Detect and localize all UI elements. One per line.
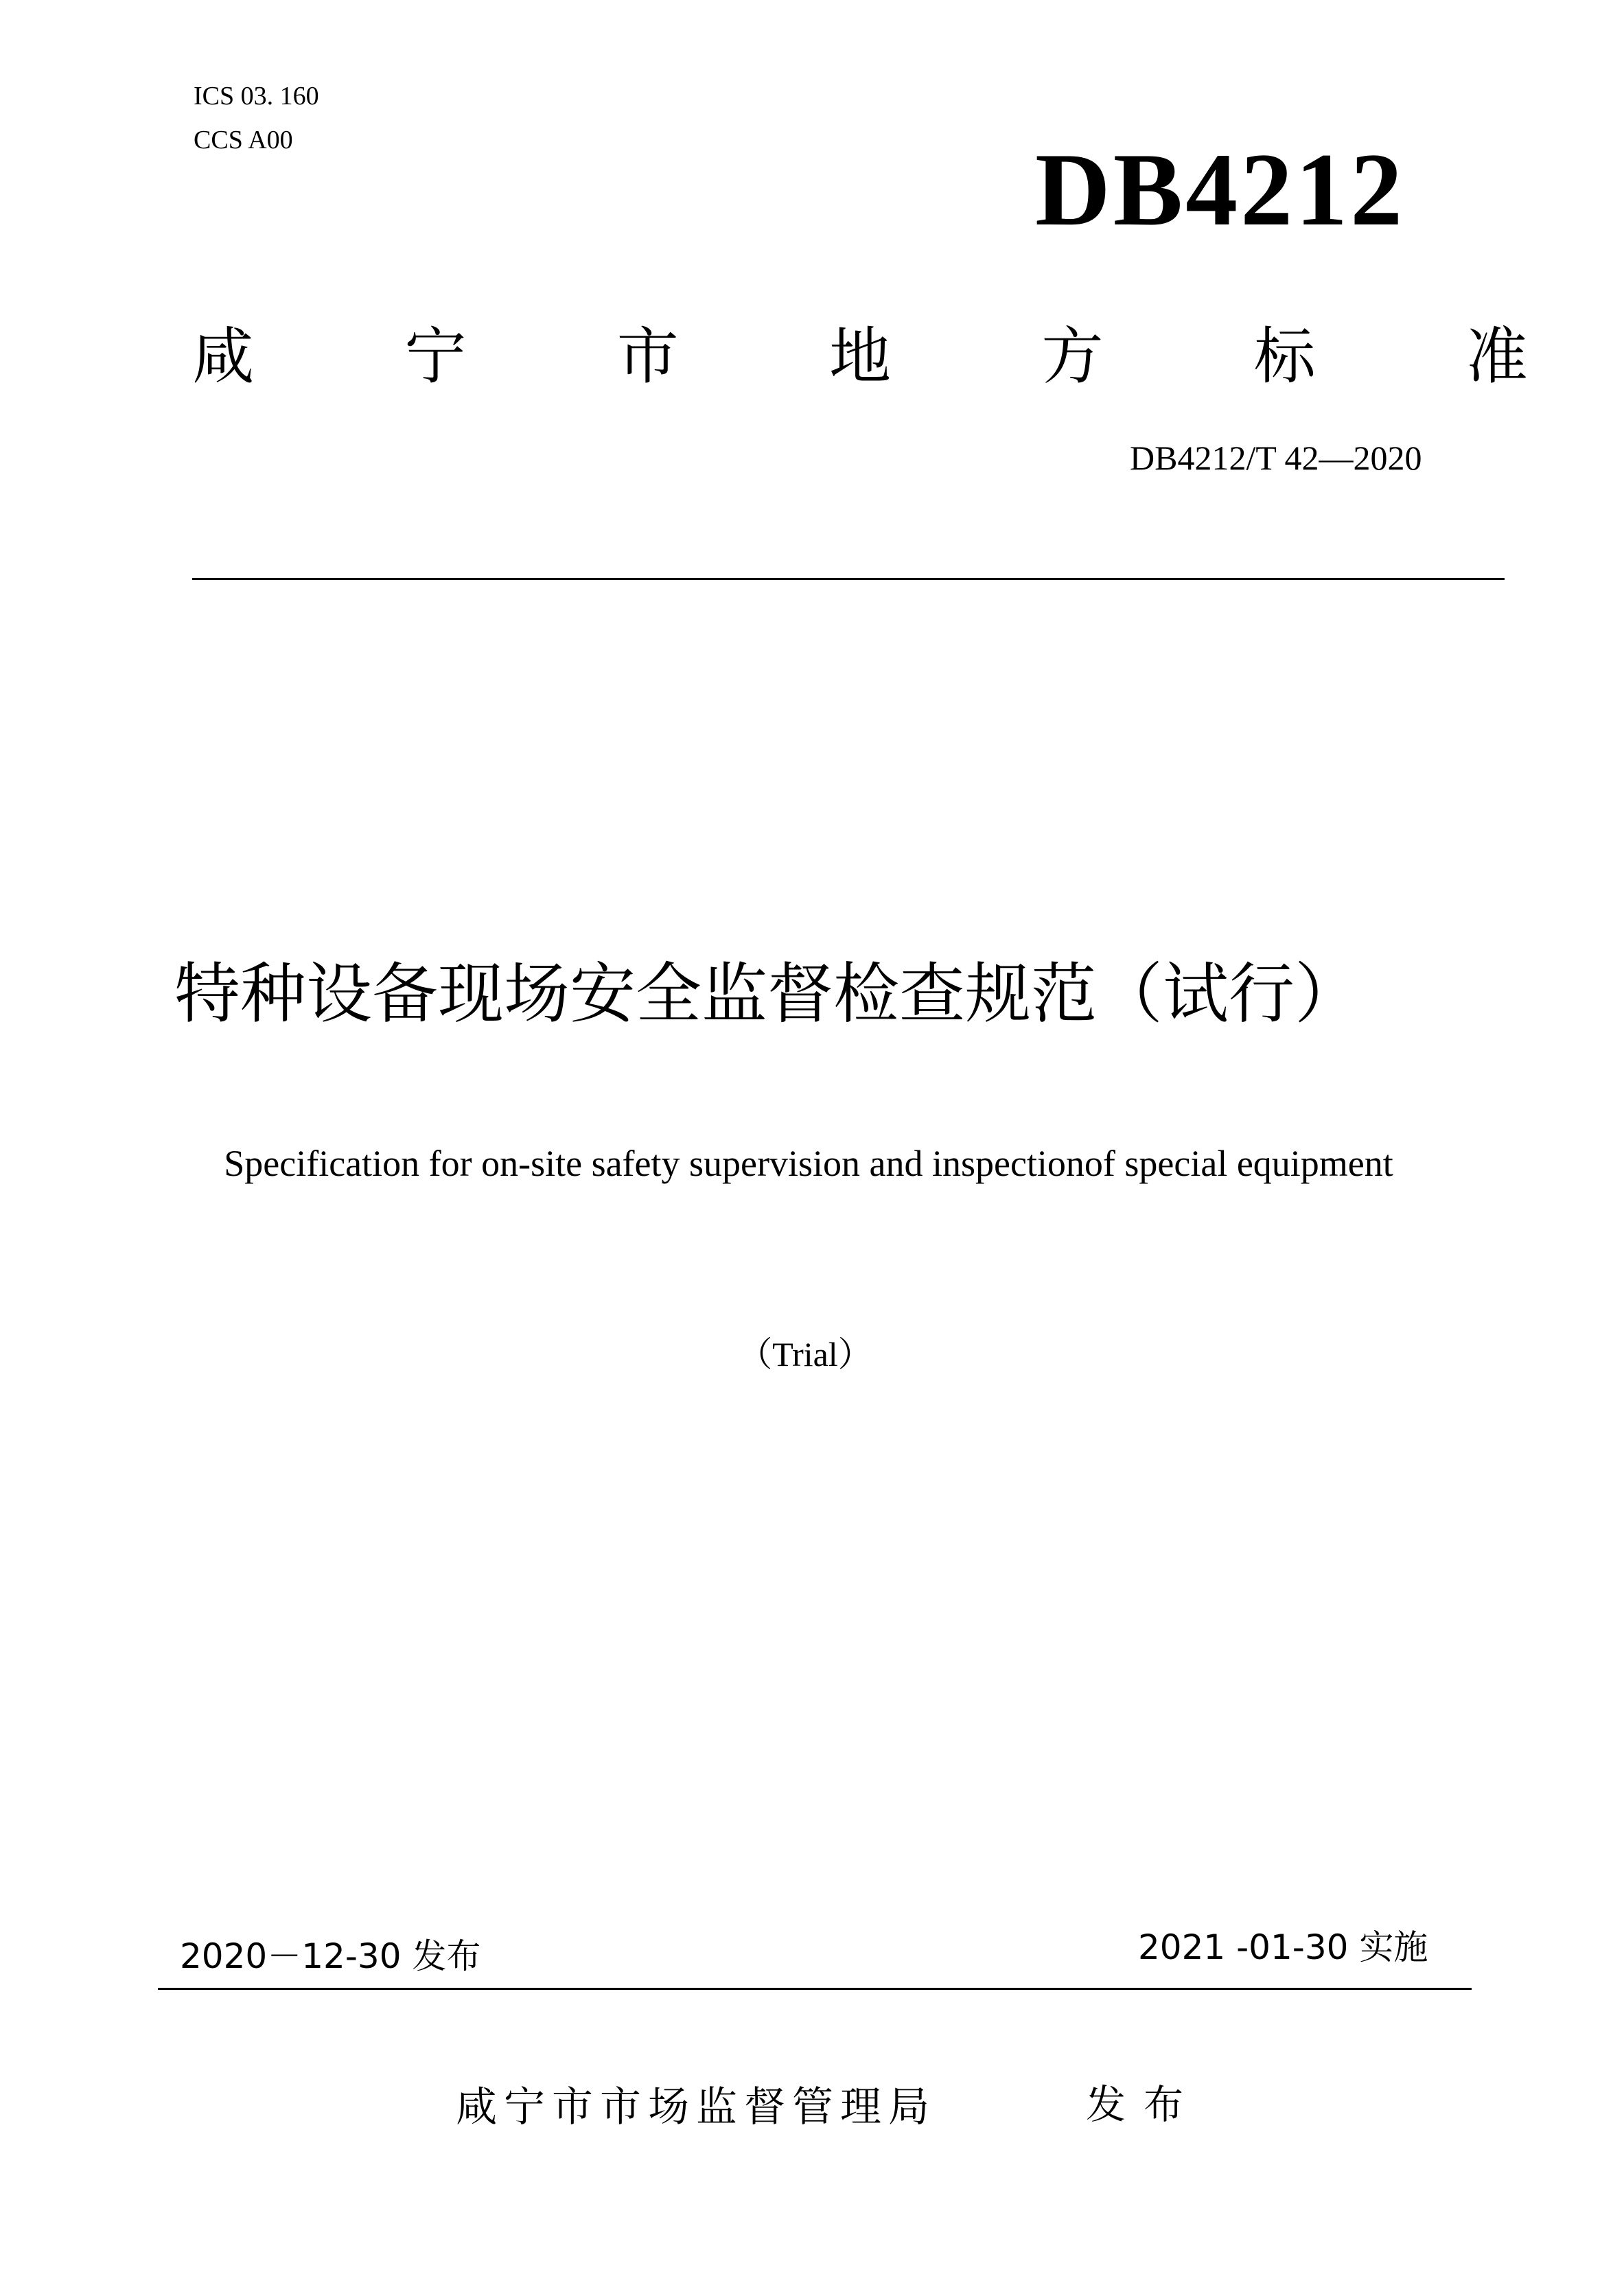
footer-divider <box>158 1988 1472 1990</box>
publish-label: 发布 <box>1086 2081 1202 2128</box>
heading-char: 宁 <box>404 321 467 393</box>
ics-code: ICS 03. 160 <box>194 82 319 111</box>
heading-char: 地 <box>828 321 891 393</box>
publisher-name: 咸宁市市场监督管理局 <box>456 2083 936 2131</box>
local-standard-heading <box>192 316 1528 398</box>
heading-char: 标 <box>1253 321 1316 393</box>
standard-code: DB4212 <box>1035 132 1406 247</box>
heading-char: 市 <box>616 321 679 393</box>
implementation-date: 2021 -01-30 实施 <box>1138 1927 1428 1967</box>
ccs-code: CCS A00 <box>194 126 293 154</box>
document-title-english: Specification for on-site safety supervision and inspectionof special equipment <box>224 1143 1393 1184</box>
heading-char: 方 <box>1041 321 1104 393</box>
heading-char: 准 <box>1465 321 1528 393</box>
header-divider <box>192 578 1505 580</box>
document-title-chinese: 特种设备现场安全监督检查规范（试行） <box>174 955 1360 1032</box>
trial-note: （Trial） <box>738 1335 872 1373</box>
standard-number: DB4212/T 42—2020 <box>1130 439 1422 477</box>
publication-date: 2020－12-30 发布 <box>180 1936 481 1976</box>
heading-char: 咸 <box>192 321 254 393</box>
